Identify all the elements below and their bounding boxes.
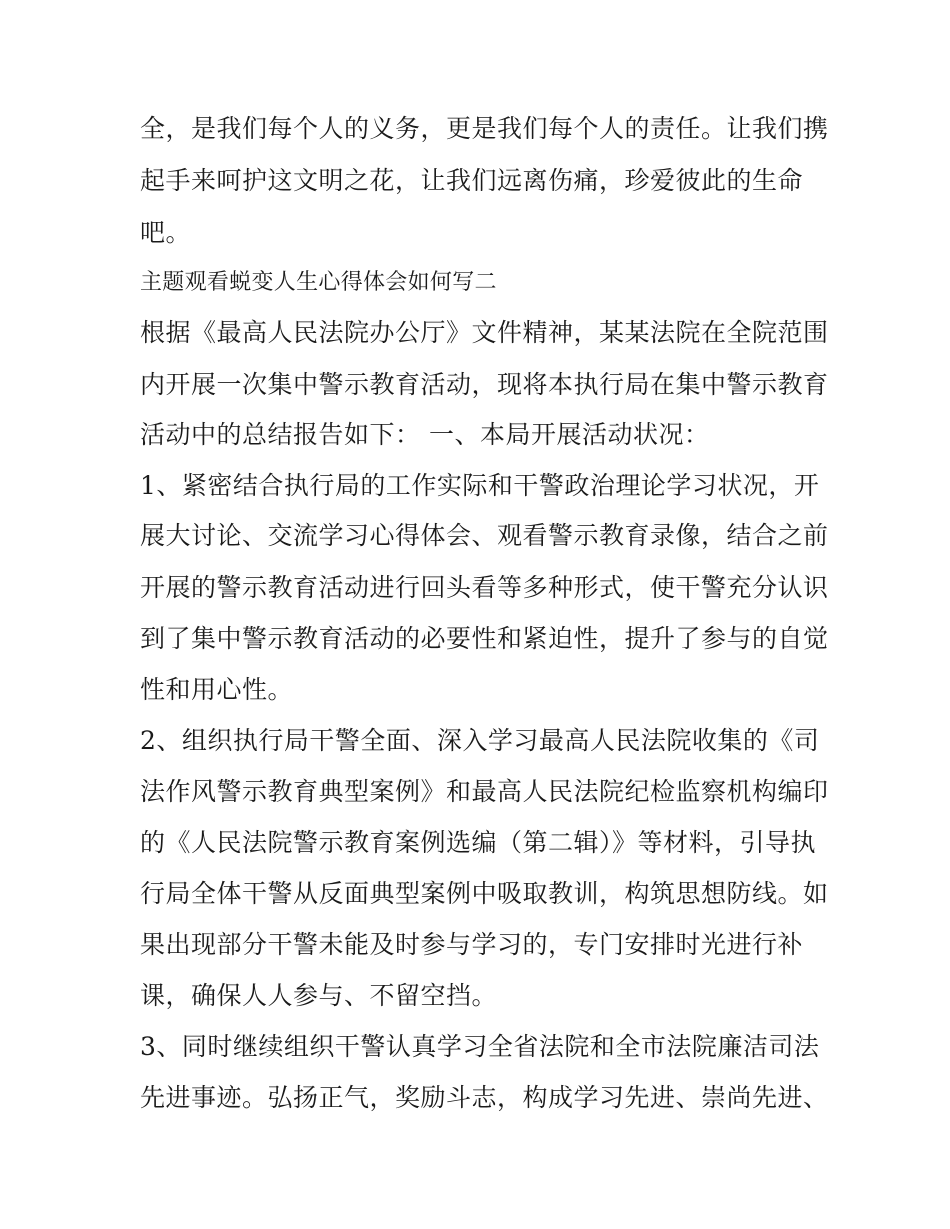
text-line: 性和用心性。 <box>140 675 294 704</box>
text-line: 3、同时继续组织干警认真学习全省法院和全市法院廉洁司法 <box>140 1032 820 1061</box>
text-line: 先进事迹。弘扬正气，奖励斗志，构成学习先进、崇尚先进、 <box>140 1083 829 1112</box>
text-line: 起手来呵护这文明之花，让我们远离伤痛，珍爱彼此的生命 <box>140 166 804 195</box>
section-heading: 主题观看蜕变人生心得体会如何写二 <box>140 270 497 295</box>
text-line: 活动中的总结报告如下： 一、本局开展活动状况： <box>140 420 710 449</box>
text-line: 1、紧密结合执行局的工作实际和干警政治理论学习状况，开 <box>140 471 820 500</box>
text-line: 到了集中警示教育活动的必要性和紧迫性，提升了参与的自觉 <box>140 624 829 653</box>
text-line: 课，确保人人参与、不留空挡。 <box>140 981 498 1010</box>
text-line: 的《人民法院警示教育案例选编（第二辑）》等材料，引导执 <box>140 828 817 857</box>
text-line: 法作风警示教育典型案例》和最高人民法院纪检监察机构编印 <box>140 777 829 806</box>
text-line: 根据《最高人民法院办公厅》文件精神，某某法院在全院范围 <box>140 318 829 347</box>
text-line: 内开展一次集中警示教育活动，现将本执行局在集中警示教育 <box>140 370 829 399</box>
text-line: 2、组织执行局干警全面、深入学习最高人民法院收集的《司 <box>140 726 820 755</box>
text-line: 吧。 <box>140 218 192 247</box>
text-line: 展大讨论、交流学习心得体会、观看警示教育录像，结合之前 <box>140 521 829 550</box>
text-line: 行局全体干警从反面典型案例中吸取教训，构筑思想防线。如 <box>140 879 829 908</box>
text-line: 开展的警示教育活动进行回头看等多种形式，使干警充分认识 <box>140 573 829 602</box>
text-line: 全，是我们每个人的义务，更是我们每个人的责任。让我们携 <box>140 114 829 143</box>
text-line: 果出现部分干警未能及时参与学习的，专门安排时光进行补 <box>140 930 804 959</box>
